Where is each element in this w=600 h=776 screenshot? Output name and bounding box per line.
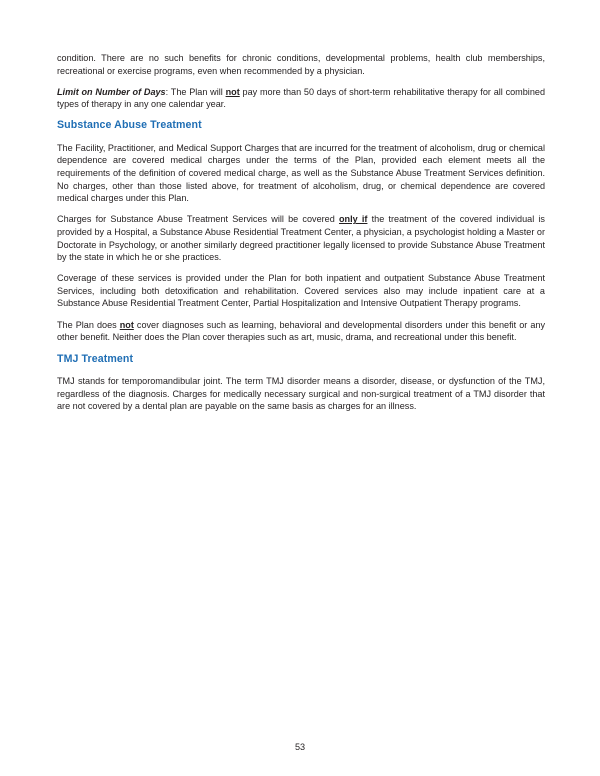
limit-days-text-after-lead: : The Plan will	[165, 86, 226, 97]
paragraph-facility-charges: The Facility, Practitioner, and Medical Support Charges that are incurred for the treatment of alcoholism, drug or chemical dependence are covered medical charges under the terms of the Plan, provided each element meets all the requirements of the definition of covered medical charge, as well as the Substance Abuse Treatment Services definition. No charges, other than those listed above, for treatment of alcoholism, drug, or chemical dependence are covered medical charges under this Plan.	[57, 142, 545, 204]
limit-days-text-tail: pay more than 50 days of short-term rehabilitative therapy for all combined types of therapy in any one calendar year.	[57, 86, 545, 110]
paragraph-plan-does-not-cover	[57, 319, 545, 344]
paragraph-condition-continuation: condition. There are no such benefits for chronic conditions, developmental problems, health club memberships, recreational or exercise programs, even when recommended by a physician.	[57, 53, 545, 76]
heading-tmj-treatment: TMJ Treatment	[57, 352, 134, 365]
paragraph-tmj-definition: TMJ stands for temporomandibular joint. The term TMJ disorder means a disorder, disease, or dysfunction of the TMJ, regardless of the diagnosis. Charges for medically necessary surgical and non-surgical treatment of a TMJ disorder that are not covered by a dental plan are payable on the same basis as charges for an illness.	[57, 376, 545, 412]
not-cover-text-before: The Plan does	[57, 319, 120, 330]
not-cover-text-after: cover diagnoses such as learning, behavioral and developmental disorders under this benefit or any other benefit. Neither does the Plan cover therapies such as art, music, drama, and recreational under this benefit.	[57, 319, 545, 343]
page-number: 53	[294, 742, 306, 752]
only-if-text-after: the treatment of the covered individual is provided by a Hospital, a Substance Abuse Residential Treatment Center, a physician, a psychologist holding a Master or Doctorate in Psychology, or another similarly degreed practitioner legally licensed to provide Substance Abuse Treatment by the state in which he or she practices.	[57, 214, 545, 263]
limit-days-underlined-not: not	[225, 86, 240, 97]
only-if-text-before: Charges for Substance Abuse Treatment Services will be covered	[57, 214, 339, 225]
only-if-underlined-phrase: only if	[338, 214, 368, 225]
paragraph-only-if-conditions	[57, 213, 545, 263]
limit-days-emphasis: Limit on Number of Days	[57, 86, 166, 97]
page-footer	[0, 741, 600, 753]
heading-substance-abuse-treatment: Substance Abuse Treatment	[57, 119, 202, 132]
not-cover-underlined-not: not	[119, 319, 134, 330]
paragraph-limit-on-number-of-days	[57, 86, 545, 111]
paragraph-coverage-of-services: Coverage of these services is provided under the Plan for both inpatient and outpatient Substance Abuse Treatment Services, including both detoxification and rehabilitation. Covered services also may include inpatient care at a Substance Abuse Residential Treatment Center, Partial Hospitalization and Intensive Outpatient Therapy programs.	[57, 273, 545, 309]
page-content	[57, 52, 545, 421]
